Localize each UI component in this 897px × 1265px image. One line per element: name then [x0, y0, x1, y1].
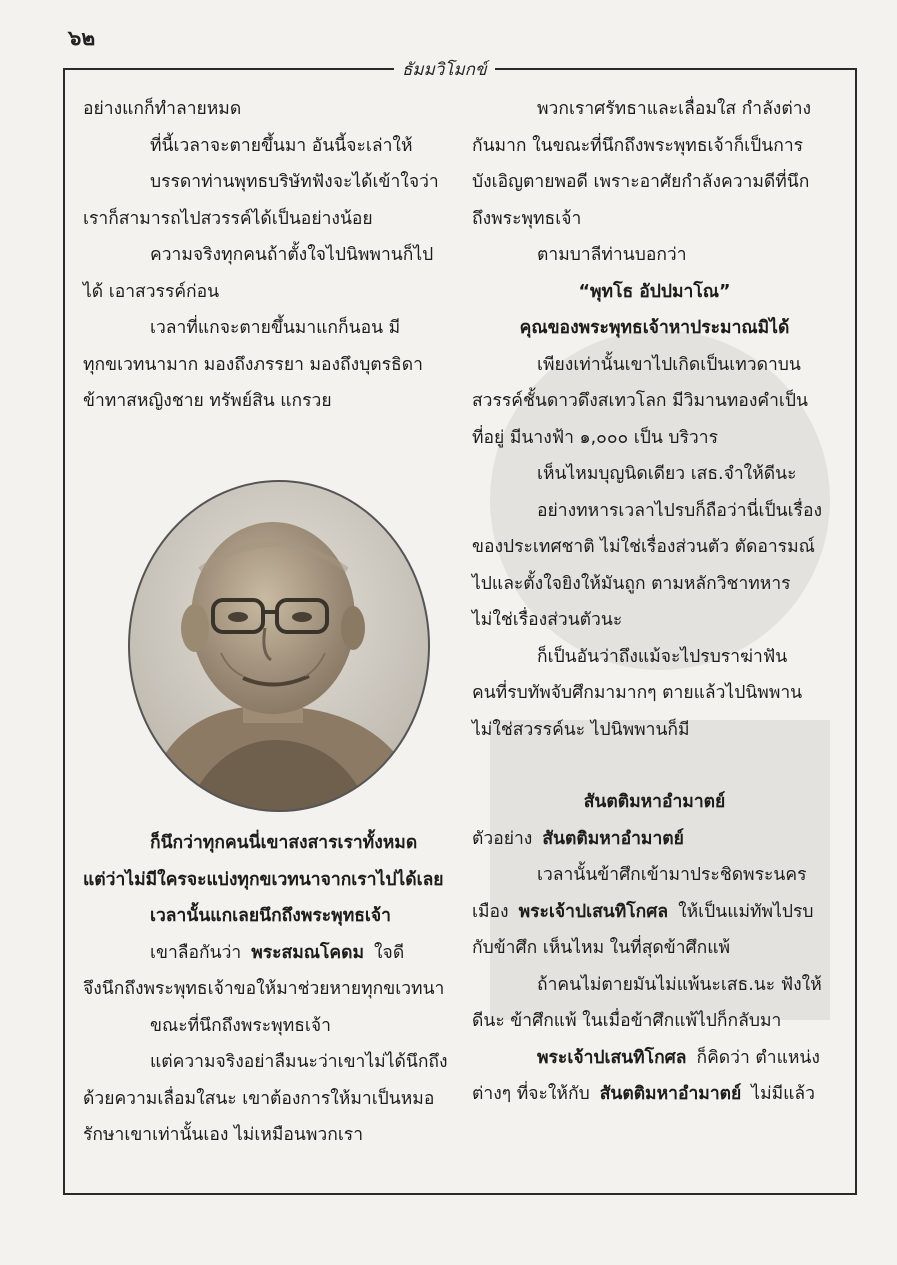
text-line: ตามบาลีท่านบอกว่า	[537, 245, 687, 265]
text-line: ไปและตั้งใจยิงให้มันถูก ตามหลักวิชาทหาร	[472, 573, 791, 594]
text-line: ก็เป็นอันว่าถึงแม้จะไปรบราฆ่าฟัน	[537, 646, 788, 667]
text-line: ถึงพระพุทธเจ้า	[472, 208, 582, 229]
text-line: ได้ เอาสวรรค์ก่อน	[83, 281, 220, 302]
text-line: รักษาเขาเท่านั้นเอง ไม่เหมือนพวกเรา	[83, 1125, 364, 1145]
text-line: ก็นึกว่าทุกคนนี่เขาสงสารเราทั้งหมด	[150, 833, 418, 853]
text-span: ให้เป็นแม่ทัพไปรบ	[678, 901, 814, 922]
text-span: เขาลือกันว่า	[150, 942, 242, 963]
left-column-bottom	[83, 827, 448, 1156]
text-line: บังเอิญตายพอดี เพราะอาศัยกำลังความดีที่นึก	[472, 172, 810, 192]
text-line	[83, 937, 443, 974]
text-line: ทุกขเวทนามาก มองถึงภรรยา มองถึงบุตรธิดา	[83, 354, 423, 375]
text-line: กันมาก ในขณะที่นึกถึงพระพุทธเจ้าก็เป็นการ	[472, 135, 804, 156]
text-span: ก็คิดว่า ตำแหน่ง	[696, 1047, 820, 1068]
bold-name: พระเจ้าปเสนทิโกศล	[518, 901, 669, 922]
text-line	[472, 1042, 837, 1079]
pali-quote: “พุทโธ อัปปมาโณ”	[578, 281, 731, 302]
text-line: อย่างทหารเวลาไปรบก็ถือว่านี่เป็นเรื่อง	[537, 500, 823, 521]
text-line: ความจริงทุกคนถ้าตั้งใจไปนิพพานก็ไป	[150, 245, 434, 265]
text-span: ใจดี	[374, 942, 405, 963]
bold-name: พระเจ้าปเสนทิโกศล	[537, 1047, 687, 1068]
text-line: ไม่ใช่เรื่องส่วนตัวนะ	[472, 610, 623, 630]
text-line: เห็นไหมบุญนิดเดียว เสธ.จำให้ดีนะ	[537, 464, 797, 484]
text-line: แต่ความจริงอย่าลืมนะว่าเขาไม่ได้นึกถึง	[150, 1052, 448, 1072]
text-line: ของประเทศชาติ ไม่ใช่เรื่องส่วนตัว ตัดอารมณ์	[472, 537, 815, 557]
text-span: เมือง	[472, 901, 509, 922]
text-line: ด้วยความเลื่อมใสนะ เขาต้องการให้มาเป็นหมอ	[83, 1088, 435, 1109]
text-line: จึงนึกถึงพระพุทธเจ้าขอให้มาช่วยหายทุกขเวทนา	[83, 979, 445, 999]
text-line: เราก็สามารถไปสวรรค์ได้เป็นอย่างน้อย	[83, 208, 373, 229]
text-line: อย่างแกก็ทำลายหมด	[83, 99, 242, 119]
text-line: เพียงเท่านั้นเขาไปเกิดเป็นเทวดาบน	[537, 354, 801, 375]
text-line: คนที่รบทัพจับศึกมามากๆ ตายแล้วไปนิพพาน	[472, 683, 803, 703]
text-line: กับข้าศึก เห็นไหม ในที่สุดข้าศึกแพ้	[472, 938, 731, 958]
text-line: บรรดาท่านพุทธบริษัทฟังจะได้เข้าใจว่า	[150, 172, 439, 192]
text-span: ไม่มีแล้ว	[751, 1084, 815, 1104]
text-line: ที่อยู่ มีนางฟ้า ๑,๐๐๐ เป็น บริวาร	[472, 427, 718, 448]
text-line: เวลานั้นแกเลยนึกถึงพระพุทธเจ้า	[150, 906, 391, 926]
text-line: ที่นี้เวลาจะตายขึ้นมา อันนี้จะเล่าให้	[150, 135, 413, 156]
text-line: เวลานั้นข้าศึกเข้ามาประชิดพระนคร	[537, 865, 807, 885]
page-number: ๖๒	[68, 26, 96, 50]
monk-portrait-photo	[125, 478, 433, 815]
right-column	[472, 93, 837, 1115]
text-span: ตัวอย่าง	[472, 828, 533, 849]
text-line: เวลาที่แกจะตายขึ้นมาแกก็นอน มี	[150, 318, 401, 338]
text-line: ขณะที่นึกถึงพระพุทธเจ้า	[150, 1015, 331, 1036]
text-line	[472, 1078, 837, 1115]
text-line: พวกเราศรัทธาและเลื่อมใส กำลังต่าง	[537, 99, 812, 119]
text-line	[472, 823, 837, 860]
text-line: แต่ว่าไม่มีใครจะแบ่งทุกขเวทนาจากเราไปได้เลย	[83, 869, 444, 890]
text-line: ถ้าคนไม่ตายมันไม่แพ้นะเสธ.นะ ฟังให้	[537, 974, 822, 995]
text-span: ต่างๆ ที่จะให้กับ	[472, 1084, 590, 1104]
bold-name: พระสมณโคดม	[251, 942, 365, 963]
left-column-top	[83, 93, 443, 422]
text-line: ข้าทาสหญิงชาย ทรัพย์สิน แกรวย	[83, 391, 332, 411]
text-line: ไม่ใช่สวรรค์นะ ไปนิพพานก็มี	[472, 719, 690, 740]
section-heading: สันตติมหาอำมาตย์	[583, 792, 726, 812]
text-line: ดีนะ ข้าศึกแพ้ ในเมื่อข้าศึกแพ้ไปก็กลับมา	[472, 1011, 782, 1031]
pali-meaning: คุณของพระพุทธเจ้าหาประมาณมิได้	[519, 318, 790, 338]
bold-name: สันตติมหาอำมาตย์	[599, 1084, 742, 1104]
text-line	[472, 896, 837, 933]
header-title: ธัมมวิโมกข์	[394, 56, 495, 83]
bold-name: สันตติมหาอำมาตย์	[542, 828, 684, 849]
text-line: สวรรค์ชั้นดาวดึงสเทวโลก มีวิมานทองคำเป็น	[472, 391, 808, 411]
